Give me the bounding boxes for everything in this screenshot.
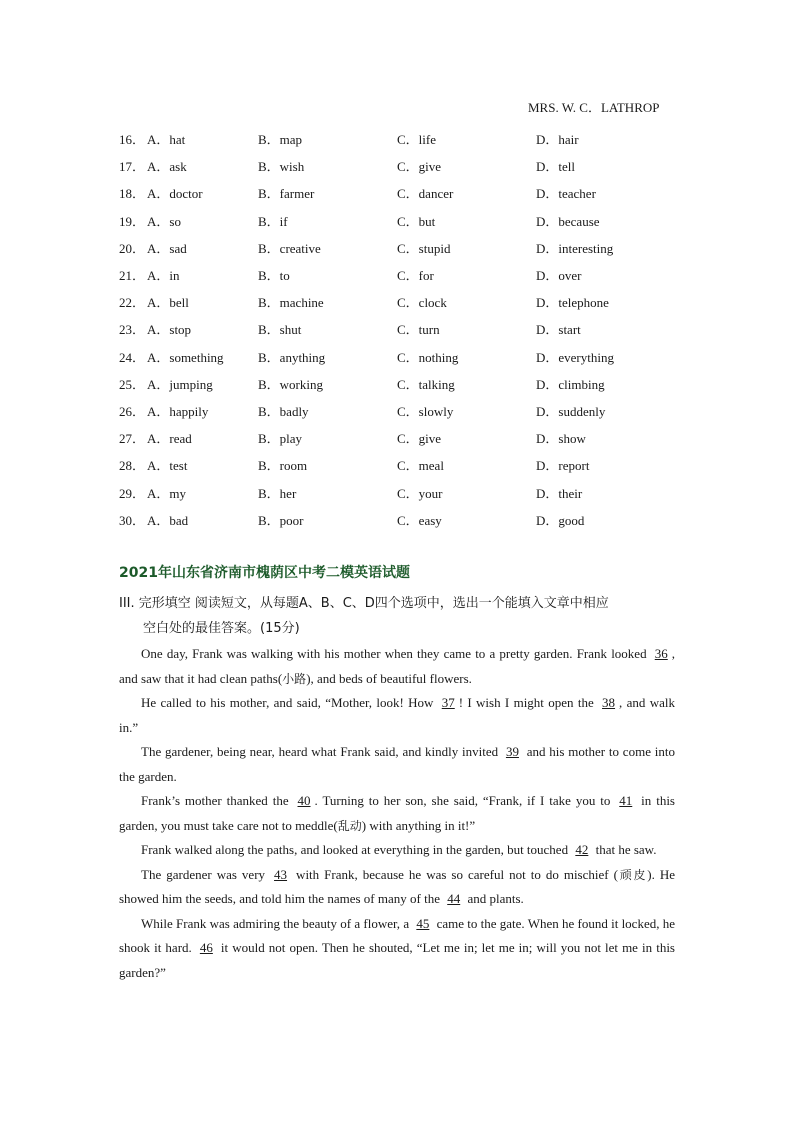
text: in this garden, you must take care not to meddle( (119, 793, 675, 833)
option-d: D．because (536, 213, 600, 229)
option-a: A．happily (147, 403, 209, 419)
question-number: 19． (119, 213, 146, 229)
option-b: B．badly (258, 403, 309, 419)
option-b: B．map (258, 132, 303, 148)
text: The gardener was very (141, 866, 271, 882)
option-b: B．if (258, 213, 288, 229)
blank-39: 39 (505, 744, 519, 759)
question-number: 20． (119, 240, 146, 256)
option-c: C．clock (397, 295, 447, 311)
option-b: B．working (258, 376, 324, 392)
option-d: D．teacher (536, 186, 596, 202)
section-title: 2021年山东省济南市槐荫区中考二模英语试题 (119, 565, 410, 581)
option-d: D．interesting (536, 240, 614, 256)
question-number: 30． (119, 512, 146, 528)
question-number: 17． (119, 159, 146, 175)
option-a: A．sad (147, 240, 187, 256)
paragraph-6 (119, 863, 675, 912)
gloss: 顽皮 (617, 867, 648, 882)
option-row (119, 152, 679, 179)
option-d: D．climbing (536, 376, 605, 392)
option-row (119, 506, 679, 533)
option-c: C．your (397, 485, 443, 501)
option-d: D．their (536, 485, 583, 501)
question-number: 22． (119, 295, 146, 311)
text: While Frank was admiring the beauty of a flower, a (141, 915, 413, 931)
option-row (119, 343, 679, 370)
option-row (119, 207, 679, 234)
text: with Frank, because he was so careful not to do mischief ( (291, 866, 618, 882)
text: , and walk in.” (119, 695, 675, 735)
option-a: A．bad (147, 512, 189, 528)
option-b: B．shut (258, 322, 302, 338)
option-d: D．start (536, 322, 581, 338)
text: ) with anything in it!” (361, 817, 476, 833)
blank-46: 46 (199, 940, 213, 955)
options-list (119, 125, 679, 533)
option-row (119, 261, 679, 288)
text: that he saw. (592, 842, 657, 857)
blank-44: 44 (447, 891, 461, 906)
author-signature: MRS. W. C．LATHROP (528, 100, 660, 115)
option-b: B．creative (258, 240, 321, 256)
option-b: B．farmer (258, 186, 315, 202)
text: ! I wish I might open the (458, 695, 599, 710)
option-b: B．wish (258, 159, 305, 175)
paragraph-4 (119, 789, 675, 838)
blank-43: 43 (274, 866, 288, 882)
option-row (119, 315, 679, 342)
gloss: 小路 (282, 671, 307, 686)
text: One day, Frank was walking with his mother when they came to a pretty garden. Frank looked (141, 646, 651, 661)
option-d: D．everything (536, 349, 614, 365)
question-number: 27． (119, 431, 146, 447)
option-a: A．ask (147, 159, 187, 175)
option-a: A．my (147, 485, 187, 501)
text: Frank’s mother thanked the (141, 793, 294, 808)
blank-37: 37 (441, 695, 455, 710)
paragraph-5 (119, 838, 675, 863)
option-c: C．turn (397, 322, 440, 338)
option-a: A．bell (147, 295, 189, 311)
option-row (119, 125, 679, 152)
option-a: A．stop (147, 322, 192, 338)
option-c: C．stupid (397, 240, 451, 256)
option-a: A．hat (147, 132, 186, 148)
paragraph-1 (119, 642, 675, 691)
option-c: C．give (397, 159, 442, 175)
option-d: D．hair (536, 132, 579, 148)
option-c: C．slowly (397, 403, 454, 419)
question-number: 23． (119, 322, 146, 338)
text: ). He showed him the seeds, and told him the names of many of the (119, 866, 675, 906)
option-c: C．life (397, 132, 436, 148)
option-b: B．to (258, 268, 290, 284)
blank-40: 40 (297, 793, 311, 808)
paragraph-3 (119, 740, 675, 789)
option-row (119, 179, 679, 206)
blank-41: 41 (619, 793, 633, 808)
option-c: C．easy (397, 512, 442, 528)
option-b: B．play (258, 431, 303, 447)
option-row (119, 478, 679, 505)
option-row (119, 451, 679, 478)
text: He called to his mother, and said, “Mother, look! How (141, 695, 438, 710)
option-a: A．so (147, 213, 181, 229)
cloze-passage (119, 642, 675, 985)
option-row (119, 370, 679, 397)
option-row (119, 397, 679, 424)
text: ), and beds of beautiful flowers. (306, 670, 472, 686)
option-a: A．test (147, 458, 188, 474)
option-row (119, 424, 679, 451)
blank-38: 38 (602, 695, 616, 710)
question-number: 21． (119, 268, 146, 284)
question-number: 25． (119, 376, 146, 392)
question-number: 29． (119, 485, 146, 501)
question-number: 24． (119, 349, 146, 365)
blank-45: 45 (416, 915, 430, 931)
text: came to the gate. When he found it locked, he shook it hard. (119, 915, 675, 955)
blank-42: 42 (575, 842, 589, 857)
option-c: C．for (397, 268, 434, 284)
question-number: 26． (119, 403, 146, 419)
instruction-line-1: III. 完形填空 阅读短文，从每题A、B、C、D四个选项中，选出一个能填入文章中相应 (119, 596, 609, 611)
option-d: D．suddenly (536, 403, 606, 419)
option-d: D．good (536, 512, 585, 528)
option-a: A．read (147, 431, 192, 447)
option-a: A．in (147, 268, 180, 284)
option-c: C．nothing (397, 349, 459, 365)
blank-36: 36 (654, 646, 668, 661)
option-b: B．poor (258, 512, 304, 528)
paragraph-2 (119, 691, 675, 740)
option-b: B．machine (258, 295, 324, 311)
gloss: 乱动 (337, 818, 362, 833)
text: , and saw that it had clean paths( (119, 646, 675, 686)
paragraph-7 (119, 912, 675, 986)
option-row (119, 288, 679, 315)
option-a: A．doctor (147, 186, 203, 202)
option-c: C．meal (397, 458, 444, 474)
option-c: C．talking (397, 376, 455, 392)
option-d: D．report (536, 458, 590, 474)
option-a: A．jumping (147, 376, 213, 392)
option-row (119, 234, 679, 261)
option-b: B．anything (258, 349, 326, 365)
option-a: A．something (147, 349, 224, 365)
text: it would not open. Then he shouted, “Let me in; let me in; will you not let me in this garden?” (119, 940, 675, 980)
question-number: 18． (119, 186, 146, 202)
section-instruction (119, 591, 679, 641)
text: and plants. (464, 891, 524, 906)
option-c: C．dancer (397, 186, 454, 202)
option-d: D．telephone (536, 295, 609, 311)
instruction-line-2: 空白处的最佳答案。(15分) (143, 621, 300, 636)
option-d: D．over (536, 268, 582, 284)
option-d: D．tell (536, 159, 575, 175)
text: . Turning to her son, she said, “Frank, if I take you to (314, 793, 616, 808)
option-b: B．her (258, 485, 297, 501)
text: and his mother to come into the garden. (119, 744, 675, 784)
option-b: B．room (258, 458, 308, 474)
option-c: C．but (397, 213, 436, 229)
text: The gardener, being near, heard what Frank said, and kindly invited (141, 744, 502, 759)
question-number: 16． (119, 132, 146, 148)
text: Frank walked along the paths, and looked at everything in the garden, but touched (141, 842, 572, 857)
option-c: C．give (397, 431, 442, 447)
question-number: 28． (119, 458, 146, 474)
option-d: D．show (536, 431, 586, 447)
